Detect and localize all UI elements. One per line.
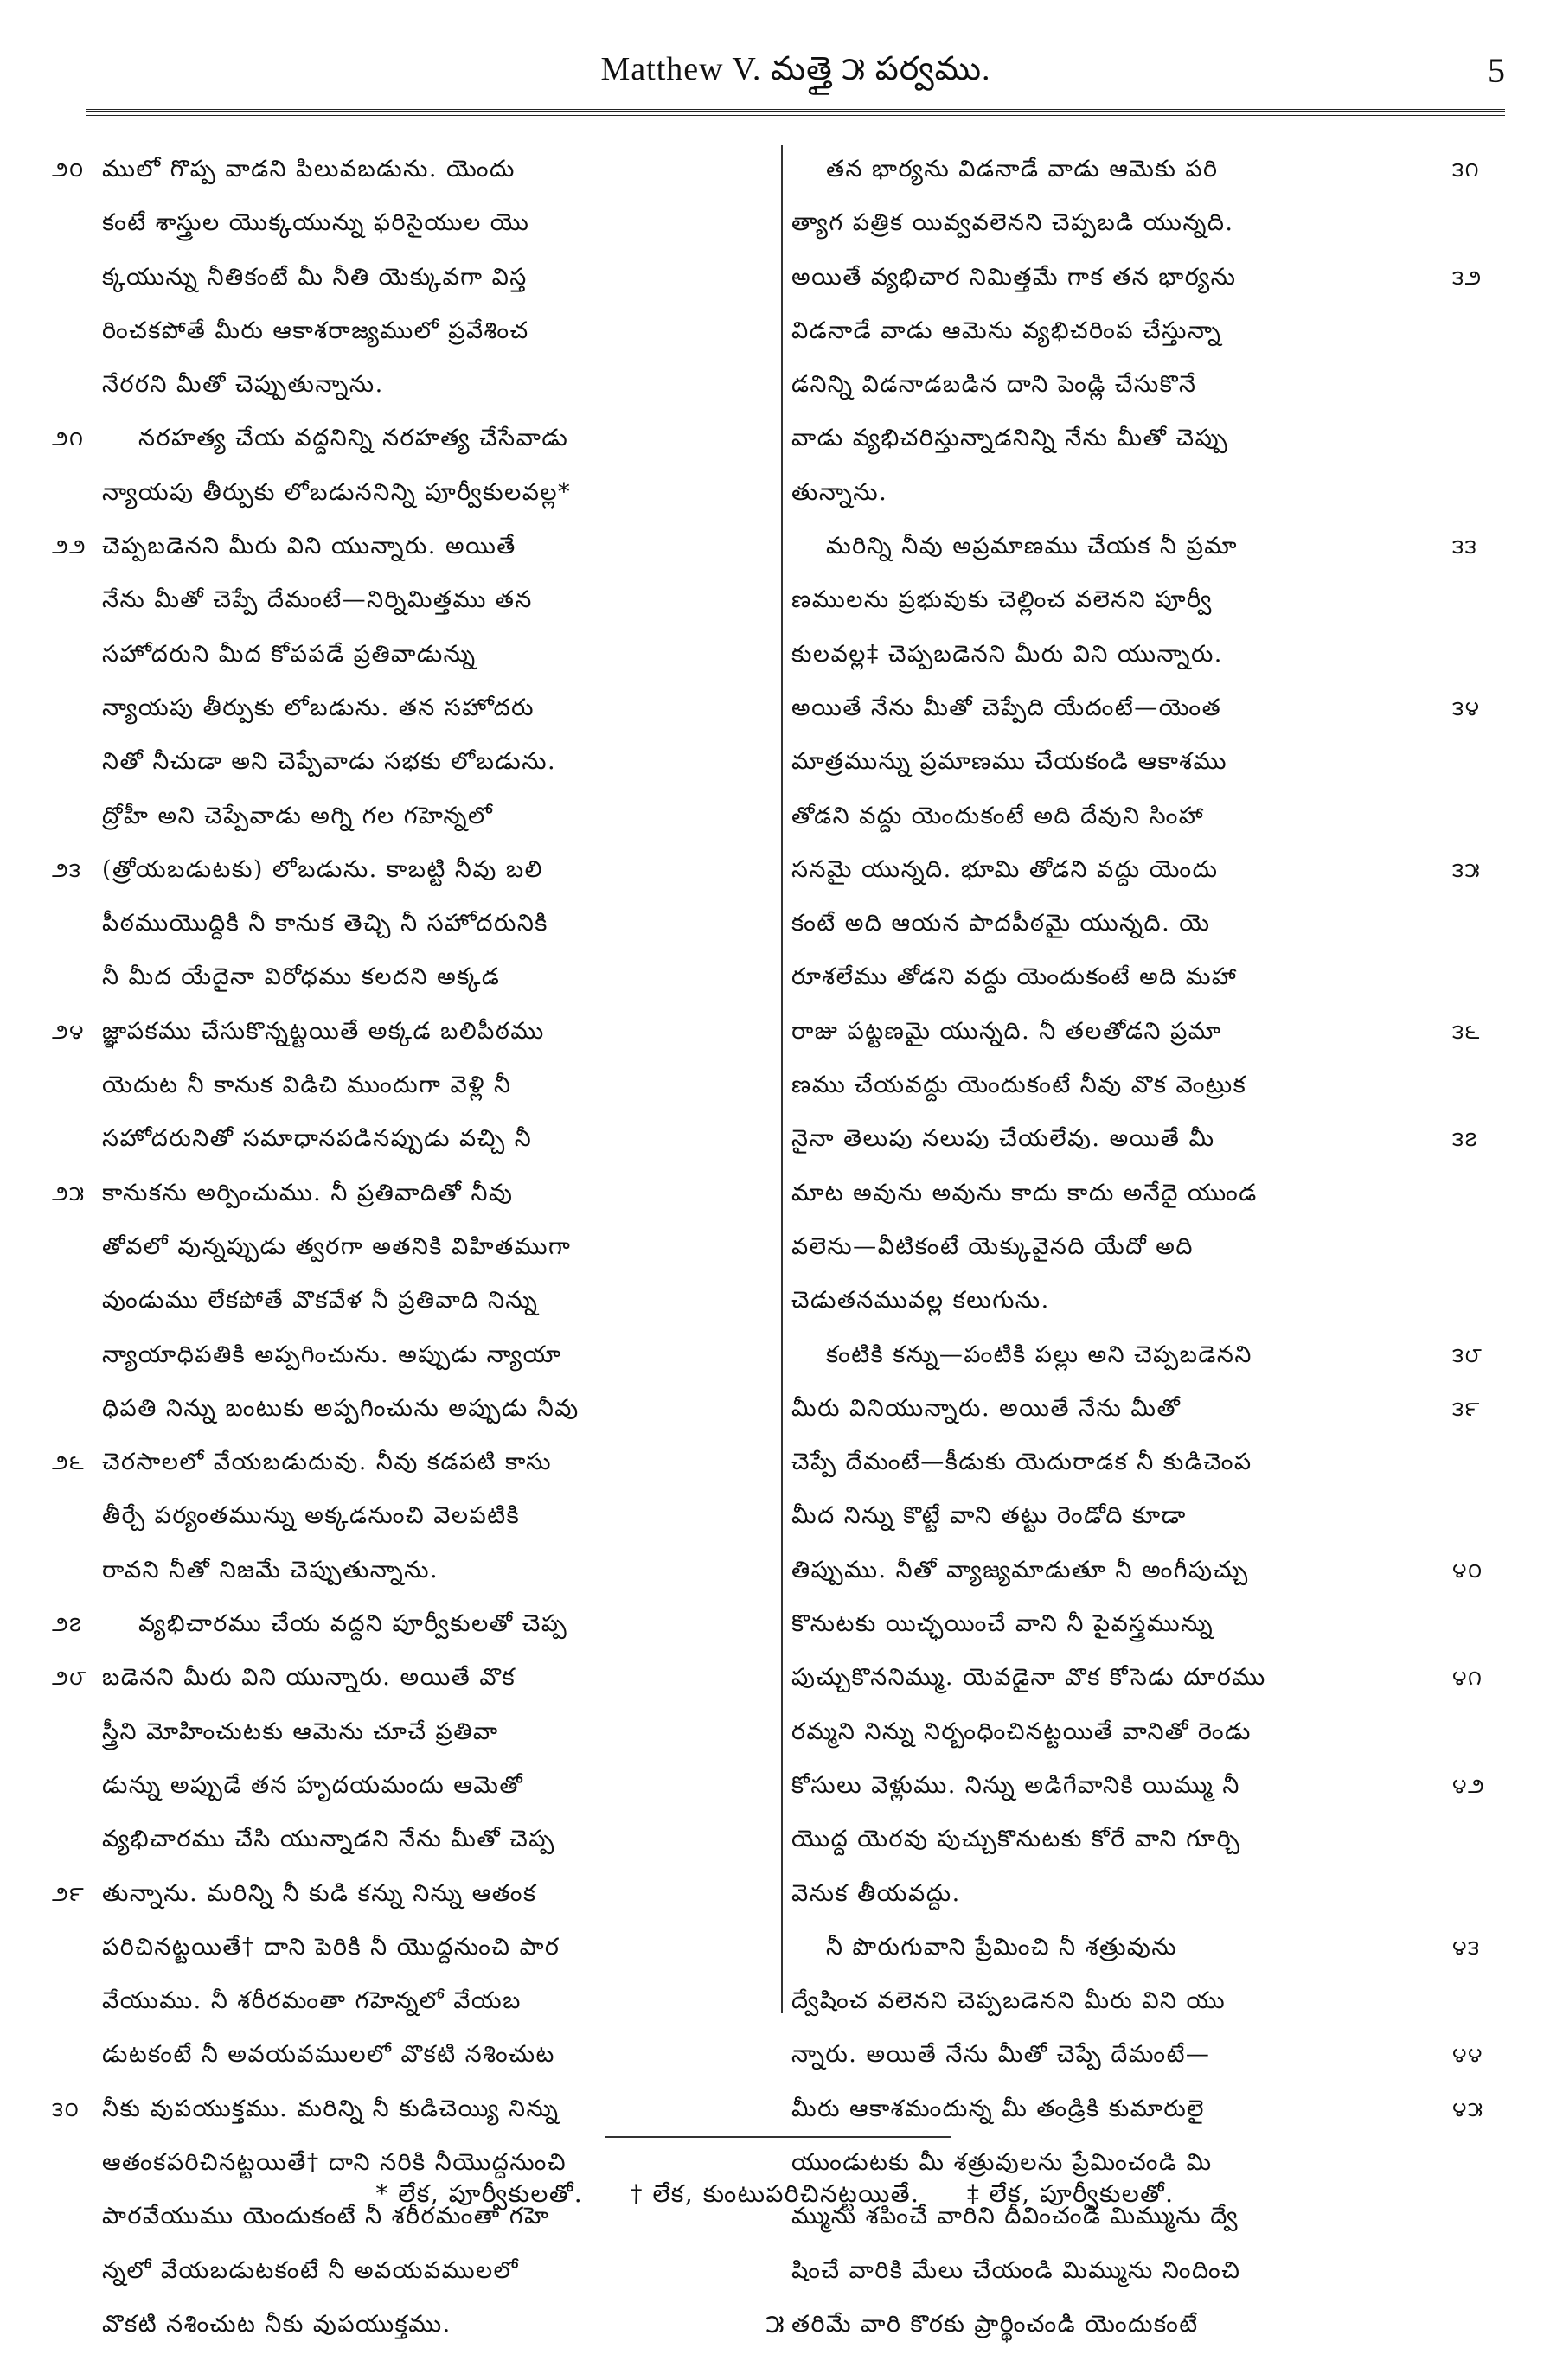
line-text: డున్ను అప్పుడే తన హృదయమందు ఆమెతో [102, 1771, 524, 1799]
text-line [791, 1544, 1501, 1597]
line-text: తీర్చే పర్యంతమున్ను అక్కడనుంచి వెలపటికి [102, 1502, 521, 1530]
signature-mark: ౫ [765, 2309, 785, 2339]
line-text: డుటకంటే నీ అవయవములలో వొకటి నశించుట [102, 2041, 555, 2069]
footnote: † లేక, కుంటుపరిచినట్టయితే. [630, 2179, 920, 2208]
verse-number: ౪౩ [1452, 1935, 1481, 1960]
verse-number: ౨౩ [52, 857, 82, 882]
line-text: త్యాగ పత్రిక యివ్వవలెనని చెప్పబడి యున్నది. [791, 209, 1234, 237]
line-text: వుండుము లేకపోతే వొకవేళ నీ ప్రతివాది నిన్ను [102, 1287, 539, 1315]
line-text: ణములను ప్రభువుకు చెల్లించ వలెనని పూర్వీ [791, 586, 1213, 614]
line-text: తిప్పుము. నీతో వ్యాజ్యమాడుతూ నీ అంగీపుచ్చు [791, 1556, 1249, 1583]
text-line [52, 251, 778, 304]
text-line [791, 1167, 1501, 1220]
verse-number: ౩౨ [1452, 265, 1483, 290]
verse-number: ౩౭ [1452, 1127, 1478, 1152]
text-line [791, 1005, 1501, 1059]
text-line [52, 1005, 778, 1059]
text-line [791, 358, 1501, 412]
text-line [791, 304, 1501, 358]
text-line [791, 843, 1501, 897]
text-line [791, 1489, 1501, 1543]
line-text: మరిన్ని నీవు అప్రమాణము చేయక నీ ప్రమా [826, 533, 1239, 560]
line-text: ఆతంకపరిచినట్టయితే† దాని నరికి నీయొద్దనుంచి [102, 2148, 567, 2176]
line-text: వొకటి నశించుట నీకు వుపయుక్తము. [102, 2310, 452, 2338]
text-line [52, 735, 778, 789]
text-line [791, 1220, 1501, 1274]
text-line [52, 1813, 778, 1866]
text-line [52, 1544, 778, 1597]
text-line [52, 1112, 778, 1166]
line-text: సహోదరుని మీద కోపపడే ప్రతివాడున్ను [102, 640, 477, 668]
text-line [52, 1597, 778, 1651]
verse-number: ౩౦ [52, 2096, 80, 2121]
page-title: Matthew V. మత్తై ౫ పర్వము. [600, 51, 991, 87]
verse-number: ౩౪ [1452, 695, 1481, 720]
page-number: 5 [1488, 51, 1505, 90]
text-line [52, 358, 778, 412]
line-text: ములో గొప్ప వాడని పిలువబడును. యెందు [102, 156, 516, 182]
text-line [52, 1489, 778, 1543]
verse-number: ౨౯ [52, 1881, 86, 1906]
verse-number: ౨౨ [52, 534, 87, 560]
verse-number: ౪౫ [1452, 2096, 1484, 2121]
line-text: సనమై యున్నది. భూమి తోడని వద్దు యెందు [791, 855, 1219, 883]
line-text: ద్వేషించ వలెనని చెప్పబడెనని మీరు విని యు [791, 1987, 1227, 2015]
line-text: నరహత్య చేయ వద్దనిన్ని నరహత్య చేసేవాడు [138, 425, 569, 452]
text-line [791, 1705, 1501, 1759]
verse-number: ౪౦ [1452, 1558, 1483, 1583]
line-text: చెప్పే దేమంటే—కీడుకు యెదురాడక నీ కుడిచెంప [791, 1449, 1252, 1476]
line-text: కులవల్ల‡ చెప్పబడెనని మీరు విని యున్నారు. [791, 640, 1223, 668]
text-line [52, 790, 778, 843]
verse-number: ౨౧ [52, 426, 85, 451]
line-text: నీకు వుపయుక్తము. మరిన్ని నీ కుడిచెయ్యి నిన్ను [102, 2095, 560, 2122]
line-text: మాట అవును అవును కాదు కాదు అనేదై యుండ [791, 1179, 1258, 1206]
verse-number: ౩౮ [1452, 1342, 1483, 1367]
text-line [791, 681, 1501, 735]
line-text: పుచ్చుకొననిమ్ము. యెవడైనా వొక కోసెడు దూరము [791, 1664, 1266, 1692]
text-line [791, 1651, 1501, 1705]
text-line [791, 1112, 1501, 1166]
line-text: బడెనని మీరు విని యున్నారు. అయితే వొక [102, 1664, 516, 1692]
line-text: అయితే వ్యభిచార నిమిత్తమే గాక తన భార్యను [791, 263, 1237, 291]
line-text: అయితే నేను మీతో చెప్పేది యేదంటే—యెంత [791, 694, 1222, 721]
verse-number: ౩౩ [1452, 534, 1478, 560]
text-line [52, 573, 778, 627]
verse-number: ౪౨ [1452, 1773, 1486, 1798]
text-line [52, 1382, 778, 1436]
line-text: నేరరని మీతో చెప్పుతున్నాను. [102, 371, 384, 399]
footnote: * లేక, పూర్వీకులతో. [375, 2179, 584, 2208]
text-line [791, 1813, 1501, 1866]
text-line [791, 466, 1501, 520]
text-line [791, 1274, 1501, 1328]
verse-number: ౨౬ [52, 1450, 86, 1475]
text-line [52, 1274, 778, 1328]
line-text: తన భార్యను విడనాడే వాడు ఆమెకు పరి [826, 156, 1219, 182]
line-text: వ్యభిచారము చేసి యున్నాడని నేను మీతో చెప్ప [102, 1826, 555, 1853]
text-line [52, 1759, 778, 1813]
verse-number: ౩౯ [1452, 1396, 1481, 1421]
column-divider [781, 145, 783, 2013]
line-text: వాడు వ్యభిచరిస్తున్నాడనిన్ని నేను మీతో చెప్పు [791, 425, 1229, 452]
text-line [791, 2028, 1501, 2082]
text-line [52, 1220, 778, 1274]
text-line [52, 2028, 778, 2082]
text-line [791, 1436, 1501, 1489]
text-line [791, 1921, 1501, 1974]
footnote: ‡ లేక, పూర్వీకులతో. [966, 2179, 1175, 2208]
line-text: రించకపోతే మీరు ఆకాశరాజ్యములో ప్రవేశించ [102, 317, 529, 344]
text-line [52, 1705, 778, 1759]
line-text: వలెను—వీటికంటే యెక్కువైనది యేదో అది [791, 1232, 1194, 1260]
line-text: వేయుము. నీ శరీరమంతా గహెన్నలో వేయబ [102, 1987, 522, 2015]
line-text: తరిమే వారి కొరకు ప్రార్థించండి యెందుకంటే [791, 2310, 1199, 2338]
text-line [52, 196, 778, 250]
line-text: నైనా తెలుపు నలుపు చేయలేవు. అయితే మీ [791, 1125, 1215, 1153]
line-text: వెనుక తీయవద్దు. [791, 1879, 961, 1907]
line-text: న్యాయపు తీర్పుకు లోబడును. తన సహోదరు [102, 694, 535, 721]
text-line [791, 628, 1501, 681]
text-line [791, 1328, 1501, 1382]
line-text: తోవలో వున్నప్పుడు త్వరగా అతనికి విహితముగా [102, 1232, 572, 1260]
text-line [791, 520, 1501, 573]
line-text: షించే వారికి మేలు చేయండి మిమ్మును నిందించి [791, 2256, 1241, 2284]
line-text: కంటే శాస్త్రుల యొక్కయున్ను ఫరిసైయుల యొ [102, 209, 530, 237]
text-line [52, 628, 778, 681]
text-line [791, 1059, 1501, 1112]
text-line [52, 520, 778, 573]
text-line [52, 1867, 778, 1921]
text-line [791, 897, 1501, 950]
text-line [791, 1597, 1501, 1651]
line-text: నితో నీచుడా అని చెప్పేవాడు సభకు లోబడును. [102, 748, 557, 776]
line-text: స్త్రీని మోహించుటకు ఆమెను చూచే ప్రతివా [102, 1718, 499, 1745]
text-line [52, 1167, 778, 1220]
text-line [52, 2244, 778, 2298]
line-text: చెడుతనమువల్ల కలుగును. [791, 1287, 1050, 1315]
verse-number: ౨౦ [52, 157, 85, 182]
text-line [52, 950, 778, 1004]
line-text: మాత్రమున్ను ప్రమాణము చేయకండి ఆకాశము [791, 748, 1227, 776]
page-header [86, 42, 1505, 119]
line-text: తున్నాను. [791, 478, 888, 506]
text-line [52, 466, 778, 520]
text-line [52, 843, 778, 897]
text-line [52, 1436, 778, 1489]
text-line [791, 143, 1501, 196]
line-text: క్కయున్ను నీతికంటే మీ నీతి యెక్కువగా విస్త [102, 263, 528, 291]
text-line [52, 412, 778, 465]
line-text: కానుకను అర్పించుము. నీ ప్రతివాదితో నీవు [102, 1179, 514, 1206]
line-text: చెరసాలలో వేయబడుదువు. నీవు కడపటి కాసు [102, 1449, 552, 1476]
verse-number: ౪౪ [1452, 2043, 1483, 2068]
text-line [52, 1059, 778, 1112]
text-line [52, 681, 778, 735]
line-text: న్యాయపు తీర్పుకు లోబడుననిన్ని పూర్వీకులవల్ల* [102, 478, 572, 506]
line-text: రమ్మని నిన్ను నిర్బంధించినట్టయితే వానితో రెండు [791, 1718, 1252, 1745]
text-line [791, 950, 1501, 1004]
line-text: రూశలేము తోడని వద్దు యెందుకంటే అది మహా [791, 963, 1238, 991]
text-line [52, 143, 778, 196]
line-text: మీరు ఆకాశమందున్న మీ తండ్రికి కుమారులై [791, 2095, 1205, 2122]
line-text: ణము చేయవద్దు యెందుకంటే నీవు వొక వెంట్రుక [791, 1072, 1247, 1099]
line-text: న్యాయాధిపతికి అప్పగించును. అప్పుడు న్యాయా [102, 1340, 562, 1368]
line-text: నీ పొరుగువాని ప్రేమించి నీ శత్రువును [826, 1933, 1178, 1961]
line-text: సహోదరునితో సమాధానపడినప్పుడు వచ్చి నీ [102, 1125, 533, 1153]
verse-number: ౨౭ [52, 1612, 83, 1637]
text-line [52, 1921, 778, 1974]
line-text: నీ మీద యేదైనా విరోధము కలదని అక్కడ [102, 963, 501, 991]
line-text: కంటికి కన్ను—పంటికి పల్లు అని చెప్పబడెనని [826, 1340, 1252, 1368]
text-line [791, 573, 1501, 627]
text-line [791, 735, 1501, 789]
line-text: తున్నాను. మరిన్ని నీ కుడి కన్ను నిన్ను ఆతంక [102, 1879, 537, 1907]
verse-number: ౨౪ [52, 1019, 86, 1044]
line-text: కొనుటకు యిచ్ఛయించే వాని నీ పైవస్త్రమున్ను [791, 1610, 1214, 1638]
line-text: పీఠముయొద్దికి నీ కానుక తెచ్చి నీ సహోదరునికి [102, 910, 548, 937]
line-text: చెప్పబడెనని మీరు విని యున్నారు. అయితే [102, 533, 516, 560]
line-text: (త్రోయబడుటకు) లోబడును. కాబట్టి నీవు బలి [102, 855, 543, 883]
line-text: కంటే అది ఆయన పాదపీఠమై యున్నది. యె [791, 910, 1211, 937]
line-text: యొద్ద యెరవు పుచ్చుకొనుటకు కోరే వాని గూర్చి [791, 1826, 1241, 1853]
verse-number: ౩౬ [1452, 1019, 1481, 1044]
text-line [791, 1759, 1501, 1813]
text-line [52, 304, 778, 358]
line-text: పరిచినట్టయితే† దాని పెరికి నీ యొద్దనుంచి పార [102, 1933, 560, 1961]
line-text: ద్రోహీ అని చెప్పేవాడు అగ్ని గల గహెన్నలో [102, 802, 494, 829]
text-line [791, 412, 1501, 465]
footnotes [0, 2179, 1550, 2214]
line-text: ధిపతి నిన్ను బంటుకు అప్పగించును అప్పుడు నీవు [102, 1394, 580, 1422]
line-text: న్నారు. అయితే నేను మీతో చెప్పే దేమంటే— [791, 2041, 1211, 2069]
verse-number: ౩౫ [1452, 857, 1482, 882]
line-text: కోసులు వెళ్లుము. నిన్ను అడిగేవానికి యిమ్ము నీ [791, 1771, 1240, 1799]
verse-number: ౩౧ [1452, 157, 1481, 182]
text-line [791, 251, 1501, 304]
line-text: రావని నీతో నిజమే చెప్పుతున్నాను. [102, 1556, 439, 1583]
header-rule [86, 109, 1505, 116]
text-line [52, 1328, 778, 1382]
line-text: పారవేయుము యెందుకంటే నీ శరీరమంతా గహె [102, 2203, 550, 2230]
line-text: డనిన్ని విడనాడబడిన దాని పెండ్లి చేసుకొనే [791, 371, 1197, 399]
text-line [791, 196, 1501, 250]
text-line [52, 1651, 778, 1705]
text-line [791, 2082, 1501, 2136]
text-line [52, 1974, 778, 2028]
line-text: నేను మీతో చెప్పే దేమంటే—నిర్నిమిత్తము తన [102, 586, 533, 614]
text-line [791, 1974, 1501, 2028]
text-line [791, 790, 1501, 843]
text-line [52, 897, 778, 950]
line-text: తోడని వద్దు యెందుకంటే అది దేవుని సింహా [791, 802, 1205, 829]
verse-number: ౨౮ [52, 1666, 87, 1691]
line-text: న్నలో వేయబడుటకంటే నీ అవయవములలో [102, 2256, 519, 2284]
text-line [791, 1382, 1501, 1436]
line-text: వ్యభిచారము చేయ వద్దని పూర్వీకులతో చెప్ప [138, 1610, 568, 1638]
line-text: మ్మును శపించే వారిని దీవించండి మిమ్మును ద్వే [791, 2203, 1239, 2230]
verse-number: ౪౧ [1452, 1666, 1483, 1691]
verse-number: ౨౫ [52, 1180, 86, 1206]
text-line [791, 2244, 1501, 2298]
text-line [791, 1867, 1501, 1921]
line-text: విడనాడే వాడు ఆమెను వ్యభిచరింప చేస్తున్నా [791, 317, 1222, 344]
text-line [52, 2082, 778, 2136]
line-text: జ్ఞాపకము చేసుకొన్నట్టయితే అక్కడ బలిపీఠము [102, 1017, 545, 1045]
line-text: మీరు వినియున్నారు. అయితే నేను మీతో [791, 1394, 1182, 1422]
line-text: మీద నిన్ను కొట్టే వాని తట్టు రెండోది కూడా [791, 1502, 1187, 1530]
line-text: యుండుటకు మీ శత్రువులను ప్రేమించండి మి [791, 2148, 1213, 2176]
line-text: యెదుట నీ కానుక విడిచి ముందుగా వెళ్లి నీ [102, 1072, 512, 1099]
line-text: రాజు పట్టణమై యున్నది. నీ తలతోడని ప్రమా [791, 1017, 1222, 1045]
footnote-rule [605, 2136, 951, 2138]
